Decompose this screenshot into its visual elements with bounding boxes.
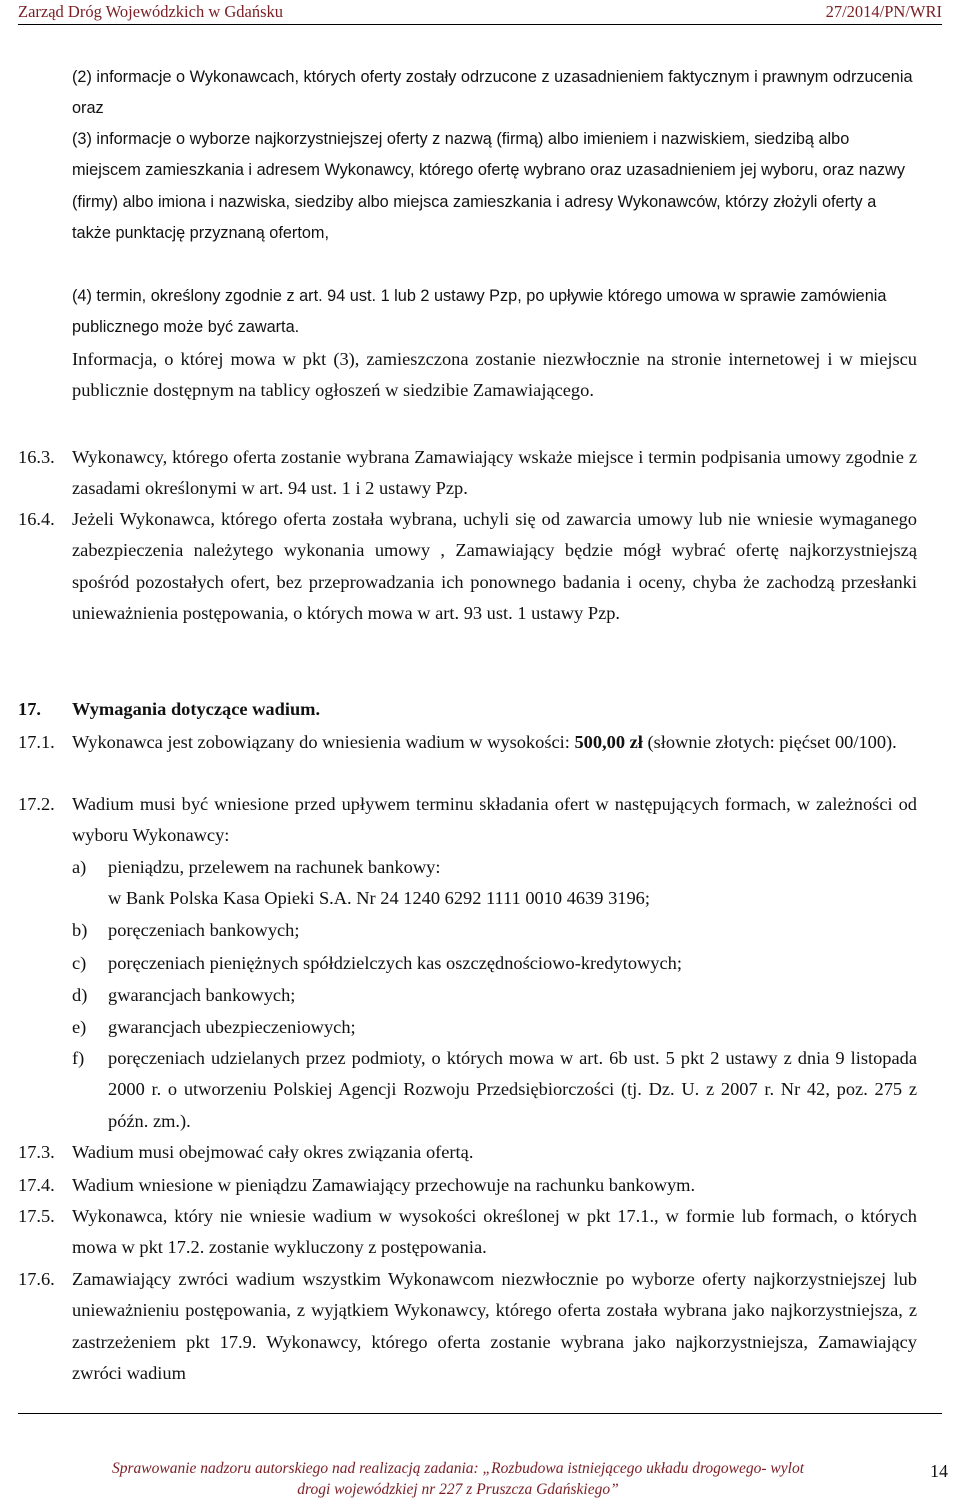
paragraph-info-3: (3) informacje o wyborze najkorzystniejszej oferty z nazwą (firmą) albo imieniem i nazwiskiem, siedzibą albo miejscem zamieszkania i adresem Wykonawcy, którego ofertę wybrano oraz uzasadnieniem jej wyboru, oraz nazwy (firmy) albo imiona i nazwiska, siedziby albo miejsca zamieszkania i adresy Wykonawców, którzy złożyli oferty a także punktację przyznaną ofertom, <box>72 130 905 242</box>
page-header <box>18 0 942 25</box>
section-number-17-2: 17.2. <box>18 794 55 814</box>
section-number-17: 17. <box>18 699 41 719</box>
header-reference-number: 27/2014/PN/WRI <box>825 2 942 21</box>
section-text-16-3: Wykonawcy, którego oferta zostanie wybrana Zamawiający wskaże miejsce i termin podpisania umowy zgodnie z zasadami określonymi w art. 94 ust. 1 i 2 ustawy Pzp. <box>72 447 917 499</box>
paragraph-info-4: (4) termin, określony zgodnie z art. 94 ust. 1 lub 2 ustawy Pzp, po upływie którego umowa w sprawie zamówienia publicznego może być zawarta. <box>72 287 887 337</box>
list-item-f: poręczeniach udzielanych przez podmioty, o których mowa w art. 6b ust. 5 pkt 2 ustawy z dnia 9 listopada 2000 r. o utworzeniu Polskiej Agencji Rozwoju Przedsiębiorczości (tj. Dz. U. z 2007 r. Nr 42, poz. 275 z późn. zm.). <box>108 1048 917 1131</box>
section-text-17-6: Zamawiający zwróci wadium wszystkim Wykonawcom niezwłocznie po wyborze oferty najkorzystniejszej lub unieważnieniu postępowania, z wyjątkiem Wykonawcy, którego oferta została wybrana jako najkorzystniejsza, z zastrzeżeniem pkt 17.9. Wykonawcy, którego oferta zostanie wybrana jako najkorzystniejsza, Zamawiający zwróci wadium <box>72 1269 917 1383</box>
page-number: 14 <box>930 1461 948 1481</box>
section-number-16-3: 16.3. <box>18 447 55 467</box>
list-item-d: gwarancjach bankowych; <box>108 985 296 1005</box>
list-letter-e: e) <box>72 1017 87 1037</box>
list-letter-f: f) <box>72 1048 85 1068</box>
list-item-a: pieniądzu, przelewem na rachunek bankowy: <box>108 857 441 877</box>
footer-divider <box>18 1413 942 1414</box>
section-number-17-4: 17.4. <box>18 1175 55 1195</box>
footer-project-title-line1: Sprawowanie nadzoru autorskiego nad realizacją zadania: „Rozbudowa istniejącego układu drogowego- wylot <box>111 1460 805 1477</box>
list-letter-b: b) <box>72 920 88 940</box>
section-heading-17: Wymagania dotyczące wadium. <box>72 699 321 719</box>
section-text-17-3: Wadium musi obejmować cały okres związania ofertą. <box>72 1142 474 1162</box>
list-item-c: poręczeniach pieniężnych spółdzielczych kas oszczędnościowo-kredytowych; <box>108 953 682 973</box>
wadium-amount: 500,00 zł <box>574 732 643 752</box>
paragraph-info-2: (2) informacje o Wykonawcach, których oferty zostały odrzucone z uzasadnieniem faktycznym i prawnym odrzucenia oraz <box>72 68 913 118</box>
section-number-16-4: 16.4. <box>18 509 55 529</box>
list-item-e: gwarancjach ubezpieczeniowych; <box>108 1017 356 1037</box>
list-item-bank-account: w Bank Polska Kasa Opieki S.A. Nr 24 1240 6292 1111 0010 4639 3196; <box>108 888 650 908</box>
section-text-17-1: Wykonawca jest zobowiązany do wniesienia wadium w wysokości: 500,00 zł (słownie złotych: pięćset 00/100). <box>72 732 897 752</box>
section-text-17-2: Wadium musi być wniesione przed upływem terminu składania ofert w następujących formach, w zależności od wyboru Wykonawcy: <box>72 794 917 846</box>
section-text-17-5: Wykonawca, który nie wniesie wadium w wysokości określonej w pkt 17.1., w formie lub formach, o których mowa w pkt 17.2. zostanie wykluczony z postępowania. <box>72 1206 917 1258</box>
header-organization: Zarząd Dróg Wojewódzkich w Gdańsku <box>18 2 284 21</box>
list-letter-c: c) <box>72 953 87 973</box>
paragraph-publication-note: Informacja, o której mowa w pkt (3), zamieszczona zostanie niezwłocznie na stronie internetowej i w miejscu publicznie dostępnym na tablicy ogłoszeń w siedzibie Zamawiającego. <box>72 349 917 401</box>
list-letter-d: d) <box>72 985 88 1005</box>
footer-project-title-line2: drogi wojewódzkiej nr 227 z Pruszcza Gdańskiego” <box>297 1481 619 1498</box>
list-letter-a: a) <box>72 857 87 877</box>
section-number-17-6: 17.6. <box>18 1269 55 1289</box>
list-item-b: poręczeniach bankowych; <box>108 920 300 940</box>
section-number-17-1: 17.1. <box>18 732 55 752</box>
section-number-17-3: 17.3. <box>18 1142 55 1162</box>
section-number-17-5: 17.5. <box>18 1206 55 1226</box>
section-text-17-4: Wadium wniesione w pieniądzu Zamawiający przechowuje na rachunku bankowym. <box>72 1175 696 1195</box>
section-text-16-4: Jeżeli Wykonawca, którego oferta została wybrana, uchyli się od zawarcia umowy lub nie wniesie wymaganego zabezpieczenia należytego wykonania umowy , Zamawiający będzie mógł wybrać ofertę najkorzystniejszą spośród pozostałych ofert, bez przeprowadzania ich ponownego badania i oceny, chyba że zachodzą przesłanki unieważnienia postępowania, o których mowa w art. 93 ust. 1 ustawy Pzp. <box>72 509 917 623</box>
